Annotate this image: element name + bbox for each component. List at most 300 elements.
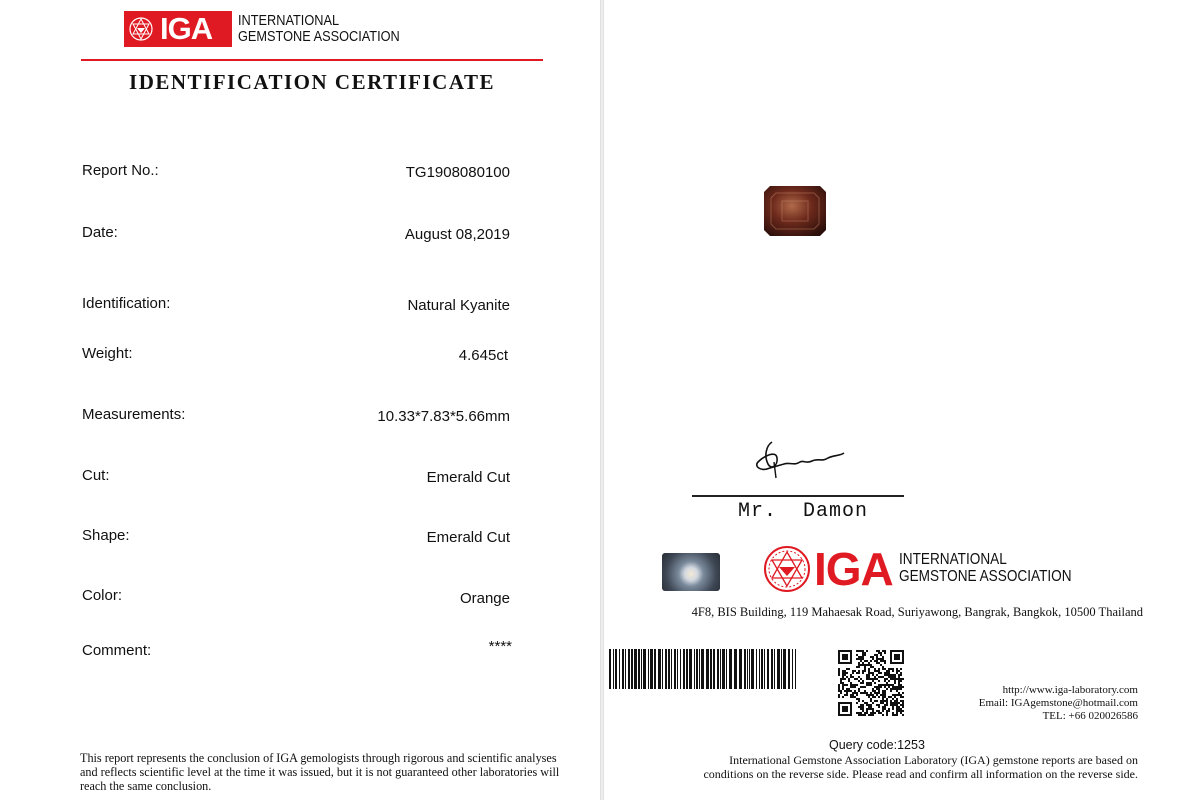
qr-module	[846, 694, 848, 696]
qr-module	[886, 714, 888, 716]
qr-module	[884, 652, 886, 654]
barcode-bar	[628, 649, 630, 689]
certificate-title: IDENTIFICATION CERTIFICATE	[129, 70, 495, 94]
qr-module	[862, 680, 864, 682]
qr-module	[850, 694, 852, 696]
qr-module	[864, 702, 866, 704]
qr-module	[846, 676, 848, 678]
barcode-icon	[609, 649, 800, 689]
qr-module	[896, 710, 898, 712]
barcode-bar	[609, 649, 611, 689]
qr-module	[896, 694, 898, 696]
qr-module	[874, 660, 876, 662]
qr-module	[862, 710, 864, 712]
barcode-bar	[751, 649, 754, 689]
iga-logo-wordmark	[899, 552, 1072, 586]
qr-module	[896, 698, 898, 700]
qr-module	[878, 658, 880, 660]
lab-address: 4F8, BIS Building, 119 Mahaesak Road, Suriyawong, Bangrak, Bangkok, 10500 Thailand	[691, 605, 1143, 619]
field-label: Shape:	[82, 527, 130, 544]
qr-module	[856, 712, 858, 714]
qr-module	[862, 682, 864, 684]
qr-module	[876, 656, 878, 658]
qr-module	[892, 674, 894, 676]
qr-module	[870, 664, 872, 666]
signature-image	[744, 436, 854, 480]
qr-module	[862, 658, 864, 660]
qr-module	[898, 676, 900, 678]
qr-module	[872, 666, 874, 668]
field-value: Emerald Cut	[426, 529, 510, 546]
contact-phone: TEL: +66 020026586	[1042, 710, 1138, 722]
barcode-bar	[764, 649, 765, 689]
qr-module	[868, 672, 870, 674]
qr-module	[846, 688, 848, 690]
barcode-bar	[761, 649, 763, 689]
qr-module	[888, 696, 890, 698]
qr-module	[862, 662, 864, 664]
qr-module	[884, 694, 886, 696]
qr-module	[900, 680, 902, 682]
iga-logo-line2: GEMSTONE ASSOCIATION	[898, 568, 1072, 585]
qr-module	[866, 694, 868, 696]
barcode-bar	[658, 649, 661, 689]
qr-module	[856, 666, 858, 668]
qr-module	[880, 700, 882, 702]
qr-code-icon	[838, 650, 904, 716]
qr-module	[838, 672, 840, 674]
qr-module	[858, 698, 860, 700]
qr-module	[876, 660, 878, 662]
barcode-bar	[671, 649, 672, 689]
qr-module	[874, 676, 876, 678]
qr-module	[886, 710, 888, 712]
qr-module	[882, 690, 884, 692]
qr-module	[900, 668, 902, 670]
qr-module	[862, 656, 864, 658]
qr-module	[840, 692, 842, 694]
qr-module	[890, 690, 892, 692]
barcode-bar	[674, 649, 676, 689]
qr-module	[898, 680, 900, 682]
qr-module	[874, 692, 876, 694]
qr-module	[878, 668, 880, 670]
barcode-bar	[694, 649, 695, 689]
qr-module	[858, 676, 860, 678]
qr-module	[896, 708, 898, 710]
qr-module	[888, 674, 890, 676]
qr-module	[846, 690, 848, 692]
qr-module	[896, 690, 898, 692]
barcode-bar	[613, 649, 614, 689]
qr-module	[882, 700, 884, 702]
qr-module	[894, 678, 896, 680]
qr-module	[874, 712, 876, 714]
qr-module	[884, 668, 886, 670]
qr-module	[838, 686, 840, 688]
qr-module	[870, 712, 872, 714]
qr-module	[886, 672, 888, 674]
qr-module	[870, 708, 872, 710]
qr-module	[844, 670, 846, 672]
qr-module	[892, 694, 894, 696]
barcode-bar	[696, 649, 698, 689]
barcode-bar	[739, 649, 742, 689]
qr-module	[902, 678, 904, 680]
field-label: Date:	[82, 224, 118, 241]
qr-module	[886, 702, 888, 704]
qr-module	[850, 690, 852, 692]
qr-module	[878, 684, 880, 686]
barcode-bar	[783, 649, 786, 689]
qr-module	[882, 708, 884, 710]
qr-module	[858, 662, 860, 664]
qr-module	[854, 670, 856, 672]
qr-module	[890, 704, 892, 706]
barcode-bar	[713, 649, 715, 689]
qr-module	[888, 676, 890, 678]
qr-module	[896, 672, 898, 674]
qr-module	[888, 668, 890, 670]
qr-module	[854, 686, 856, 688]
qr-module	[892, 670, 894, 672]
qr-module	[886, 688, 888, 690]
barcode-bar	[706, 649, 709, 689]
qr-module	[856, 678, 858, 680]
qr-module	[866, 682, 868, 684]
qr-module	[862, 650, 864, 652]
iga-logo-mark	[124, 11, 232, 47]
qr-module	[880, 658, 882, 660]
barcode-bar	[625, 649, 626, 689]
qr-module	[862, 692, 864, 694]
qr-module	[876, 700, 878, 702]
qr-module	[858, 670, 860, 672]
qr-module	[868, 678, 870, 680]
qr-module	[842, 670, 844, 672]
qr-module	[870, 660, 872, 662]
qr-module	[882, 694, 884, 696]
qr-module	[882, 706, 884, 708]
qr-module	[884, 650, 886, 652]
qr-module	[890, 676, 892, 678]
qr-module	[854, 678, 856, 680]
qr-module	[882, 692, 884, 694]
qr-module	[838, 688, 840, 690]
qr-module	[848, 690, 850, 692]
qr-module	[840, 690, 842, 692]
qr-module	[890, 674, 892, 676]
qr-module	[870, 698, 872, 700]
iga-logo-wordmark	[238, 13, 400, 45]
qr-module	[838, 690, 840, 692]
barcode-bar	[777, 649, 780, 689]
qr-module	[846, 692, 848, 694]
qr-module	[838, 670, 840, 672]
qr-module	[886, 674, 888, 676]
qr-module	[882, 650, 884, 652]
barcode-bar	[771, 649, 773, 689]
qr-module	[856, 672, 858, 674]
qr-module	[846, 668, 848, 670]
qr-module	[872, 680, 874, 682]
qr-module	[882, 666, 884, 668]
qr-module	[856, 658, 858, 660]
qr-module	[872, 696, 874, 698]
field-value: 10.33*7.83*5.66mm	[377, 408, 510, 425]
field-value: Emerald Cut	[426, 469, 510, 486]
qr-module	[862, 652, 864, 654]
qr-module	[848, 678, 850, 680]
qr-module	[854, 692, 856, 694]
qr-module	[868, 674, 870, 676]
qr-module	[862, 672, 864, 674]
qr-module	[840, 682, 842, 684]
qr-module	[850, 696, 852, 698]
field-value: 4.645ct	[458, 347, 508, 364]
qr-module	[868, 662, 870, 664]
field-label: Measurements:	[82, 406, 186, 423]
qr-module	[896, 668, 898, 670]
qr-module	[870, 700, 872, 702]
qr-module	[880, 686, 882, 688]
qr-module	[864, 660, 866, 662]
qr-module	[898, 670, 900, 672]
qr-module	[840, 678, 842, 680]
qr-module	[896, 706, 898, 708]
qr-module	[842, 674, 844, 676]
qr-module	[894, 682, 896, 684]
barcode-bar	[729, 649, 732, 689]
qr-module	[860, 660, 862, 662]
qr-module	[896, 704, 898, 706]
qr-module	[880, 684, 882, 686]
qr-module	[844, 690, 846, 692]
qr-module	[898, 674, 900, 676]
iga-logo-abbr: IGA	[160, 11, 213, 46]
qr-module	[896, 678, 898, 680]
qr-module	[862, 686, 864, 688]
iga-seal-icon	[763, 545, 811, 593]
qr-module	[856, 692, 858, 694]
barcode-bar	[615, 649, 617, 689]
qr-module	[842, 678, 844, 680]
qr-module	[878, 650, 880, 652]
qr-module	[874, 678, 876, 680]
qr-module	[844, 672, 846, 674]
qr-module	[880, 694, 882, 696]
qr-module	[868, 664, 870, 666]
barcode-bar	[792, 649, 793, 689]
qr-module	[870, 706, 872, 708]
qr-module	[858, 666, 860, 668]
qr-module	[876, 658, 878, 660]
qr-module	[858, 650, 860, 652]
qr-module	[842, 672, 844, 674]
qr-module	[884, 708, 886, 710]
qr-module	[876, 704, 878, 706]
qr-module	[842, 684, 844, 686]
qr-module	[896, 670, 898, 672]
qr-module	[844, 684, 846, 686]
barcode-bar	[710, 649, 712, 689]
qr-module	[850, 674, 852, 676]
qr-module	[892, 708, 894, 710]
qr-module	[874, 690, 876, 692]
qr-module	[892, 676, 894, 678]
qr-module	[890, 688, 892, 690]
qr-module	[880, 712, 882, 714]
qr-module	[884, 692, 886, 694]
qr-module	[844, 674, 846, 676]
qr-module	[850, 682, 852, 684]
qr-module	[860, 714, 862, 716]
barcode-bar	[689, 649, 692, 689]
qr-module	[882, 696, 884, 698]
qr-module	[878, 706, 880, 708]
qr-module	[888, 684, 890, 686]
qr-module	[872, 702, 874, 704]
barcode-bar	[641, 649, 642, 689]
qr-module	[842, 688, 844, 690]
qr-module	[878, 680, 880, 682]
qr-module	[858, 664, 860, 666]
qr-module	[892, 714, 894, 716]
qr-module	[842, 706, 848, 712]
qr-module	[864, 664, 866, 666]
qr-module	[886, 712, 888, 714]
qr-module	[864, 670, 866, 672]
qr-module	[880, 654, 882, 656]
contact-email: Email: IGAgemstone@hotmail.com	[978, 697, 1138, 709]
qr-module	[852, 684, 854, 686]
barcode-bar	[619, 649, 620, 689]
field-label: Weight:	[82, 345, 133, 362]
hologram-sticker-icon	[662, 553, 720, 591]
barcode-bar	[744, 649, 746, 689]
qr-module	[880, 702, 882, 704]
qr-module	[866, 650, 868, 652]
qr-module	[858, 714, 860, 716]
qr-module	[878, 672, 880, 674]
qr-module	[876, 650, 878, 652]
qr-module	[852, 696, 854, 698]
qr-module	[842, 654, 848, 660]
qr-module	[858, 658, 860, 660]
qr-module	[890, 678, 892, 680]
qr-module	[900, 672, 902, 674]
barcode-bar	[638, 649, 640, 689]
field-label: Cut:	[82, 467, 110, 484]
qr-module	[876, 686, 878, 688]
qr-module	[868, 670, 870, 672]
qr-module	[880, 664, 882, 666]
barcode-bar	[747, 649, 748, 689]
qr-module	[874, 700, 876, 702]
barcode-bar	[686, 649, 688, 689]
qr-module	[892, 678, 894, 680]
qr-module	[866, 708, 868, 710]
qr-module	[864, 654, 866, 656]
qr-module	[874, 682, 876, 684]
qr-module	[876, 710, 878, 712]
barcode-bar	[699, 649, 700, 689]
qr-module	[860, 656, 862, 658]
barcode-bar	[722, 649, 725, 689]
qr-module	[884, 662, 886, 664]
qr-module	[894, 674, 896, 676]
qr-module	[890, 684, 892, 686]
qr-module	[864, 652, 866, 654]
barcode-bar	[631, 649, 633, 689]
qr-module	[882, 710, 884, 712]
qr-module	[882, 714, 884, 716]
qr-module	[862, 670, 864, 672]
qr-module	[870, 666, 872, 668]
qr-module	[894, 702, 896, 704]
qr-module	[868, 682, 870, 684]
qr-module	[850, 684, 852, 686]
qr-module	[876, 694, 878, 696]
qr-module	[856, 698, 858, 700]
qr-module	[860, 708, 862, 710]
barcode-bar	[717, 649, 719, 689]
qr-module	[892, 702, 894, 704]
query-code: Query code:1253	[829, 738, 925, 752]
qr-module	[890, 702, 892, 704]
qr-module	[888, 672, 890, 674]
field-value: Natural Kyanite	[407, 297, 510, 314]
qr-module	[838, 668, 840, 670]
qr-module	[892, 698, 894, 700]
barcode-bar	[683, 649, 685, 689]
qr-module	[882, 684, 884, 686]
qr-module	[872, 694, 874, 696]
contact-website: http://www.iga-laboratory.com	[1002, 684, 1138, 696]
qr-module	[876, 674, 878, 676]
qr-module	[868, 684, 870, 686]
qr-module	[878, 686, 880, 688]
qr-module	[864, 686, 866, 688]
qr-module	[858, 706, 860, 708]
qr-module	[878, 652, 880, 654]
qr-module	[860, 692, 862, 694]
qr-module	[884, 660, 886, 662]
qr-module	[874, 696, 876, 698]
barcode-bar	[720, 649, 721, 689]
qr-module	[900, 678, 902, 680]
qr-module	[876, 688, 878, 690]
qr-module	[850, 686, 852, 688]
qr-module	[872, 672, 874, 674]
qr-module	[878, 712, 880, 714]
qr-module	[872, 710, 874, 712]
qr-module	[886, 670, 888, 672]
qr-module	[858, 712, 860, 714]
qr-module	[866, 710, 868, 712]
qr-module	[870, 678, 872, 680]
qr-module	[862, 708, 864, 710]
qr-module	[852, 672, 854, 674]
qr-module	[874, 686, 876, 688]
qr-module	[854, 696, 856, 698]
qr-module	[878, 692, 880, 694]
qr-module	[864, 692, 866, 694]
qr-module	[862, 700, 864, 702]
qr-module	[872, 708, 874, 710]
qr-module	[868, 694, 870, 696]
contact-block	[900, 684, 1138, 723]
